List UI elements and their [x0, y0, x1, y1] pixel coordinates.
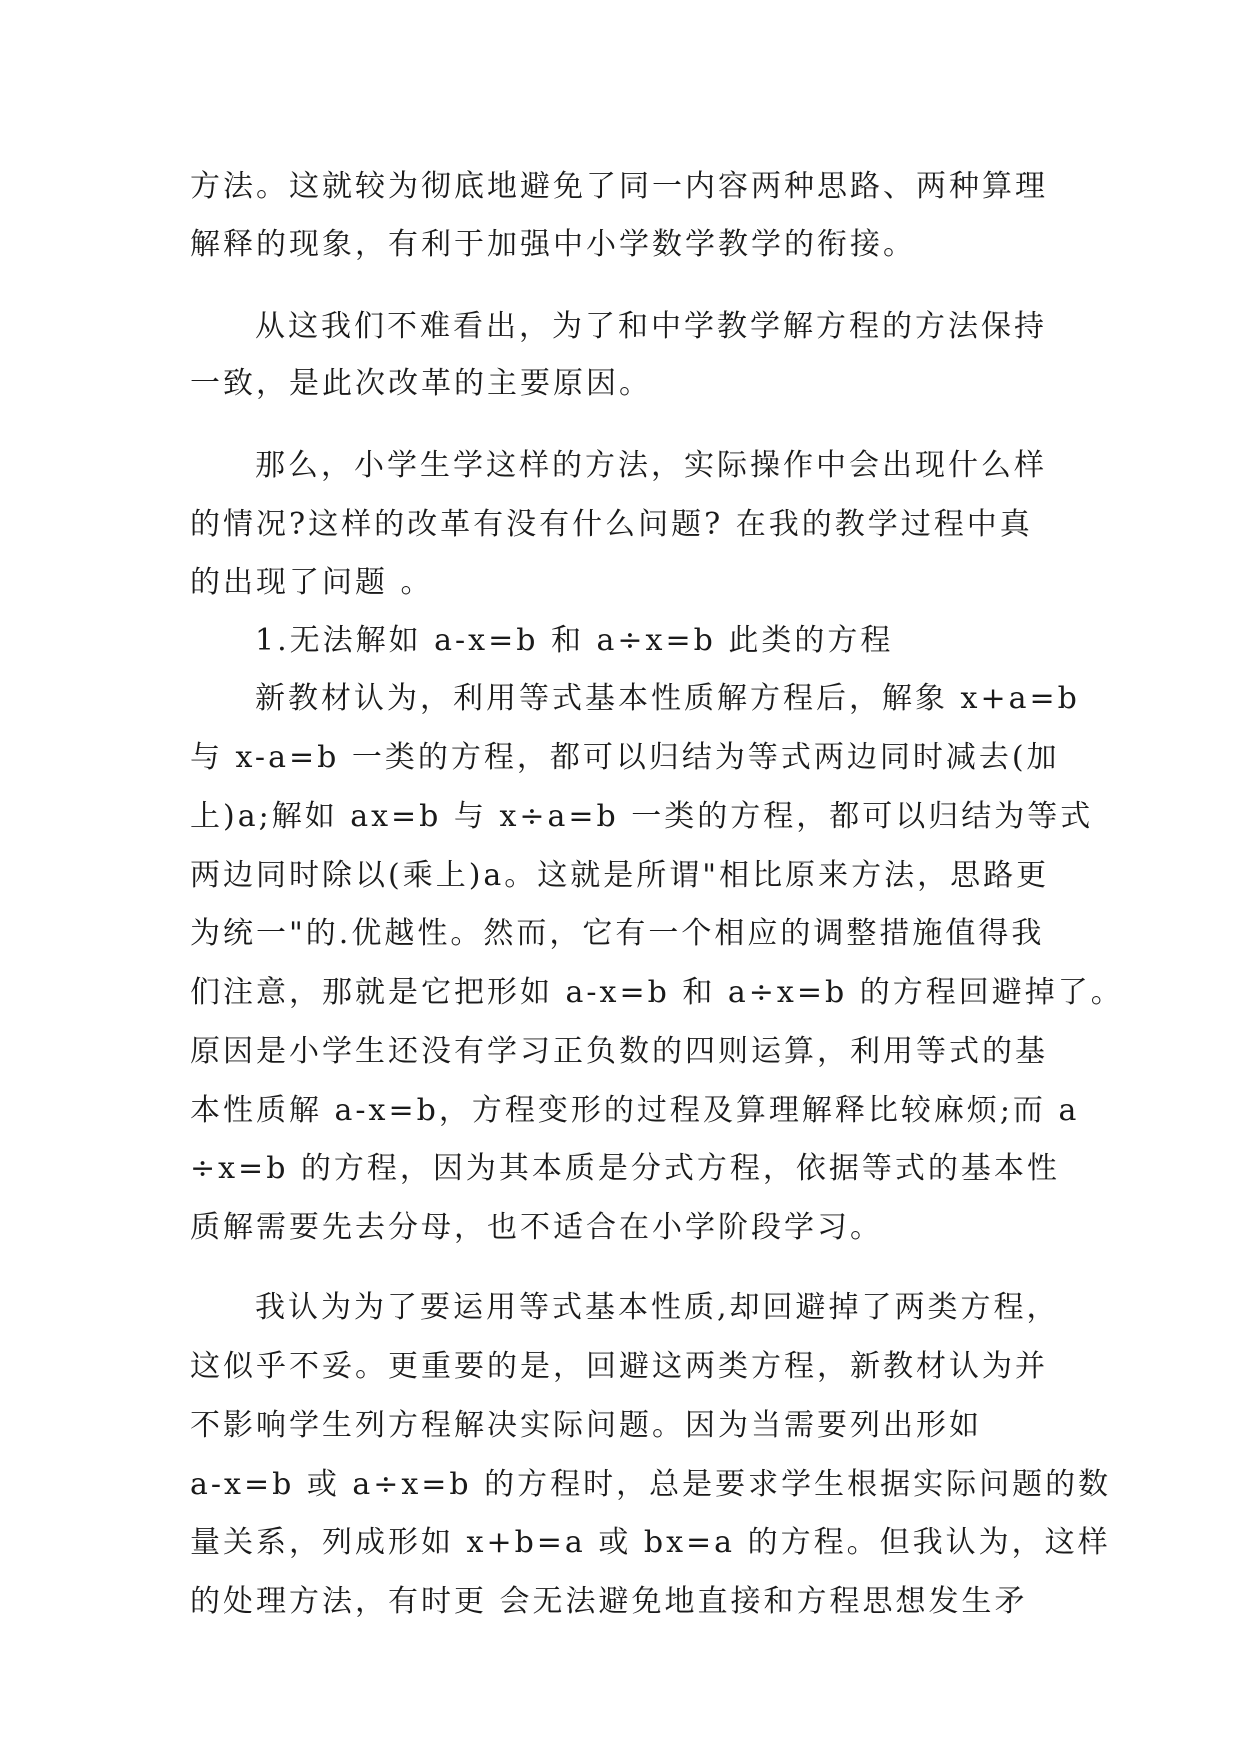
paragraph-line: 那么，小学生学这样的方法，实际操作中会出现什么样: [255, 448, 1047, 483]
paragraph-line: 解释的现象，有利于加强中小学数学教学的衔接。: [190, 227, 916, 262]
paragraph-line: 们注意，那就是它把形如 a-x=b 和 a÷x=b 的方程回避掉了。: [190, 975, 1124, 1010]
paragraph-line: 的处理方法，有时更 会无法避免地直接和方程思想发生矛: [190, 1584, 1028, 1619]
paragraph-line: 质解需要先去分母，也不适合在小学阶段学习。: [190, 1210, 883, 1245]
paragraph-line: 这似乎不妥。更重要的是，回避这两类方程，新教材认为并: [190, 1349, 1048, 1384]
paragraph-line: 一致，是此次改革的主要原因。: [190, 366, 652, 401]
paragraph-line: 的情况?这样的改革有没有什么问题? 在我的教学过程中真: [190, 507, 1033, 542]
paragraph-line: 我认为为了要运用等式基本性质,却回避掉了两类方程，: [255, 1290, 1060, 1325]
paragraph-line: 从这我们不难看出，为了和中学教学解方程的方法保持: [255, 309, 1047, 344]
paragraph-line: 方法。这就较为彻底地避免了同一内容两种思路、两种算理: [190, 169, 1048, 204]
section-heading: 1.无法解如 a-x=b 和 a÷x=b 此类的方程: [255, 623, 894, 658]
paragraph-line: 两边同时除以(乘上)a。这就是所谓"相比原来方法，思路更: [190, 858, 1050, 893]
paragraph-line: 的出现了问题 。: [190, 565, 434, 600]
paragraph-line: 本性质解 a-x=b，方程变形的过程及算理解释比较麻烦;而 a: [190, 1093, 1080, 1128]
paragraph-line: 不影响学生列方程解决实际问题。因为当需要列出形如: [190, 1408, 982, 1443]
paragraph-line: 量关系，列成形如 x+b=a 或 bx=a 的方程。但我认为，这样: [190, 1525, 1111, 1560]
paragraph-line: 上)a;解如 ax=b 与 x÷a=b 一类的方程，都可以归结为等式: [190, 799, 1094, 834]
paragraph-line: 新教材认为，利用等式基本性质解方程后，解象 x+a=b: [255, 681, 1080, 716]
paragraph-line: 原因是小学生还没有学习正负数的四则运算，利用等式的基: [190, 1034, 1048, 1069]
paragraph-line: ÷x=b 的方程，因为其本质是分式方程，依据等式的基本性: [190, 1151, 1060, 1186]
paragraph-line: a-x=b 或 a÷x=b 的方程时，总是要求学生根据实际问题的数: [190, 1467, 1112, 1502]
paragraph-line: 与 x-a=b 一类的方程，都可以归结为等式两边同时减去(加: [190, 740, 1060, 775]
paragraph-line: 为统一"的.优越性。然而，它有一个相应的调整措施值得我: [190, 916, 1045, 951]
